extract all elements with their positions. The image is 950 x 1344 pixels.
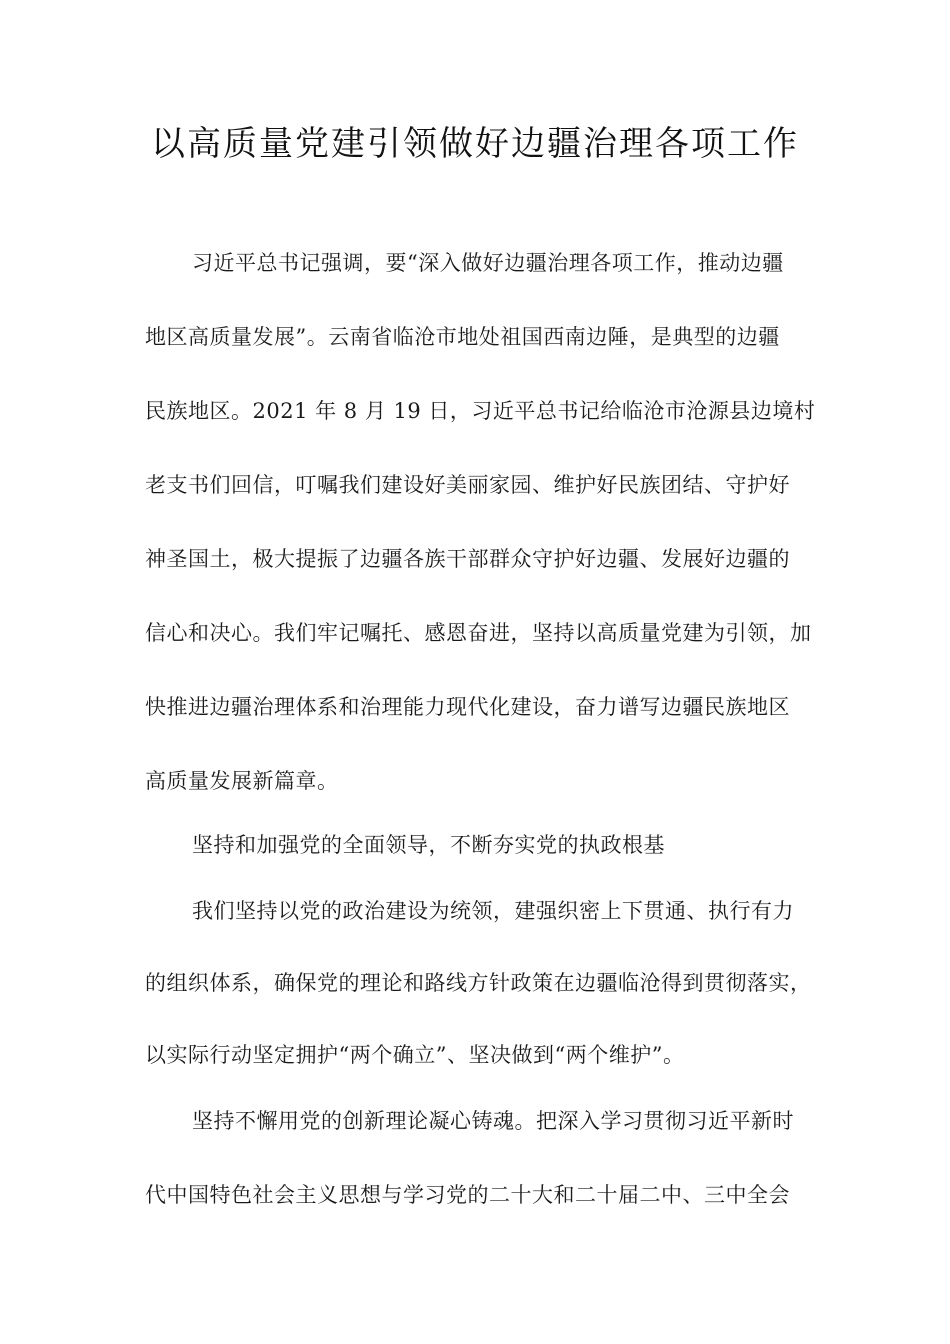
paragraph-line: 神圣国土，极大提振了边疆各族干部群众守护好边疆、发展好边疆的: [145, 547, 790, 571]
paragraph-line: 以实际行动坚定拥护“两个确立”、坚决做到“两个维护”。: [145, 1043, 685, 1067]
paragraph-line: 快推进边疆治理体系和治理能力现代化建设，奋力谱写边疆民族地区: [145, 695, 790, 719]
paragraph-line: 的组织体系，确保党的理论和路线方针政策在边疆临沧得到贯彻落实，: [145, 971, 812, 995]
paragraph-line: 我们坚持以党的政治建设为统领，建强织密上下贯通、执行有力: [192, 899, 794, 923]
paragraph-line: 习近平总书记强调，要“深入做好边疆治理各项工作，推动边疆: [192, 251, 784, 275]
paragraph-line: 坚持不懈用党的创新理论凝心铸魂。把深入学习贯彻习近平新时: [192, 1109, 794, 1133]
paragraph-line: 地区高质量发展”。云南省临沧市地处祖国西南边陲，是典型的边疆: [145, 325, 780, 349]
document-title: 以高质量党建引领做好边疆治理各项工作: [151, 124, 799, 164]
section-heading: 坚持和加强党的全面领导，不断夯实党的执政根基: [192, 833, 665, 857]
paragraph-line: 代中国特色社会主义思想与学习党的二十大和二十届二中、三中全会: [145, 1183, 790, 1207]
paragraph-line: 民族地区。2021 年 8 月 19 日，习近平总书记给临沧市沧源县边境村: [145, 399, 816, 423]
paragraph-line: 高质量发展新篇章。: [145, 769, 339, 793]
paragraph-line: 老支书们回信，叮嘱我们建设好美丽家园、维护好民族团结、守护好: [145, 473, 790, 497]
paragraph-line: 信心和决心。我们牢记嘱托、感恩奋进，坚持以高质量党建为引领，加: [145, 621, 812, 645]
